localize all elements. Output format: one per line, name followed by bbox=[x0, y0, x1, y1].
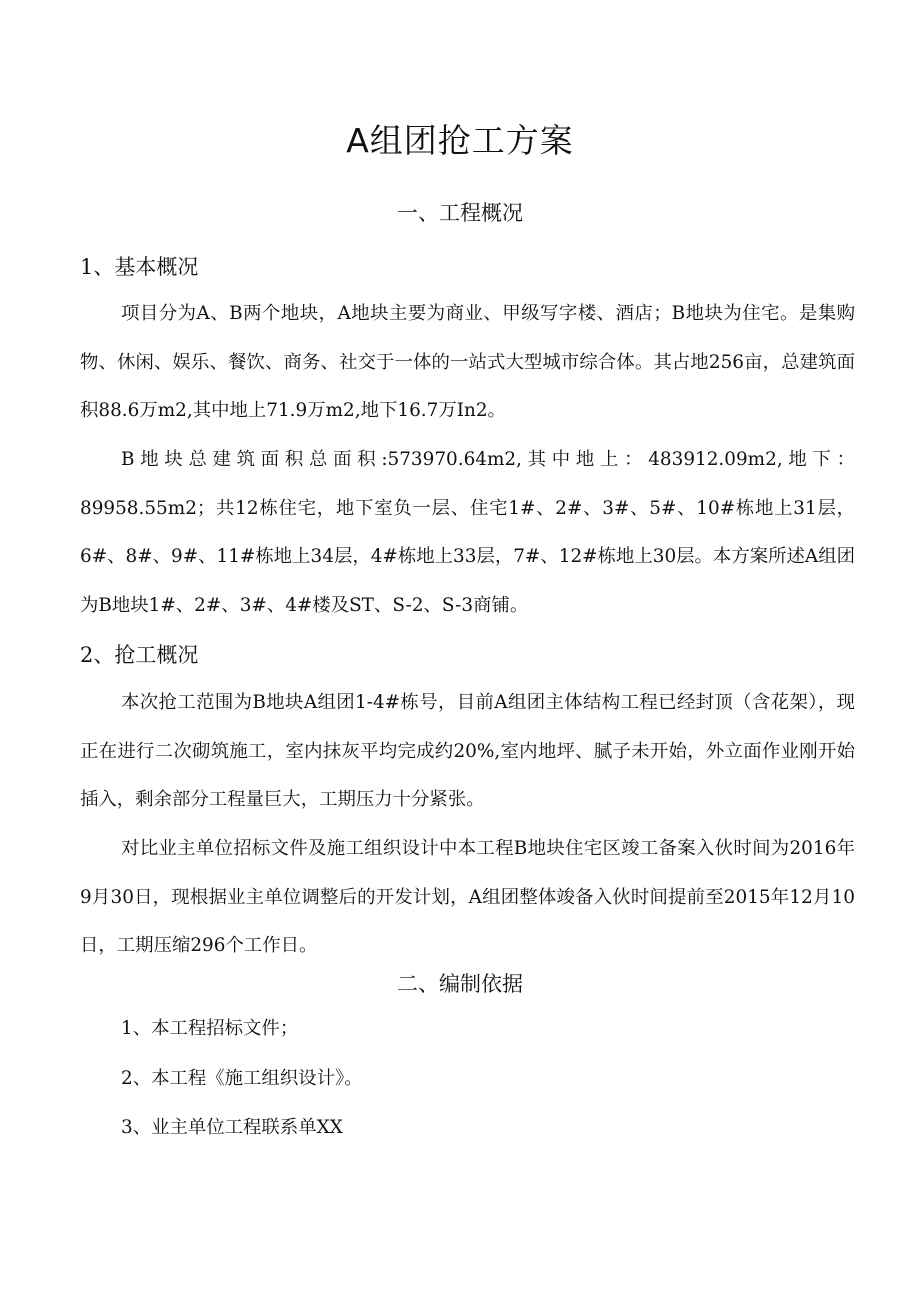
basis-list-item: 1、本工程招标文件； bbox=[121, 1018, 299, 1039]
paragraph-rush-1: 本次抢工范围为B地块A组团1-4#栋号，目前A组团主体结构工程已经封顶（含花架），现正在进行二次砌筑施工，室内抹灰平均完成约20%,室内地坪、腻子未开始，外立面作业刚开始插入，剩余部分工程量巨大，工期压力十分紧张。 bbox=[80, 692, 855, 810]
paragraph-basic-1: 项目分为A、B两个地块，A地块主要为商业、甲级写字楼、酒店；B地块为住宅。是集购物、休闲、娱乐、餐饮、商务、社交于一体的一站式大型城市综合体。其占地256亩，总建筑面积88.6万m2,其中地上71.9万m2,地下16.7万In2。 bbox=[80, 303, 855, 421]
document-title: A组团抢工方案 bbox=[346, 121, 574, 160]
section-heading-basis: 二、编制依据 bbox=[397, 972, 523, 996]
paragraph-rush-2: 对比业主单位招标文件及施工组织设计中本工程B地块住宅区竣工备案入伙时间为2016年9月30日，现根据业主单位调整后的开发计划，A组团整体竣备入伙时间提前至2015年12月10日，工期压缩296个工作日。 bbox=[80, 838, 855, 956]
section-heading-overview: 一、工程概况 bbox=[397, 201, 523, 225]
basis-list-item: 2、本工程《施工组织设计》。 bbox=[121, 1068, 363, 1089]
paragraph-basic-2: B地块总建筑面积总面积:573970.64m2,其中地上：483912.09m2,地下：89958.55m2；共12栋住宅，地下室负一层、住宅1#、2#、3#、5#、10#栋地上31层，6#、8#、9#、11#栋地上34层，4#栋地上33层，7#、12#栋地上30层。本方案所述A组团为B地块1#、2#、3#、4#楼及ST、S-2、S-3商铺。 bbox=[80, 449, 855, 616]
subsection-heading-rush: 2、抢工概况 bbox=[80, 643, 199, 667]
subsection-heading-basic: 1、基本概况 bbox=[80, 255, 199, 279]
basis-list-item: 3、业主单位工程联系单XX bbox=[121, 1117, 343, 1138]
